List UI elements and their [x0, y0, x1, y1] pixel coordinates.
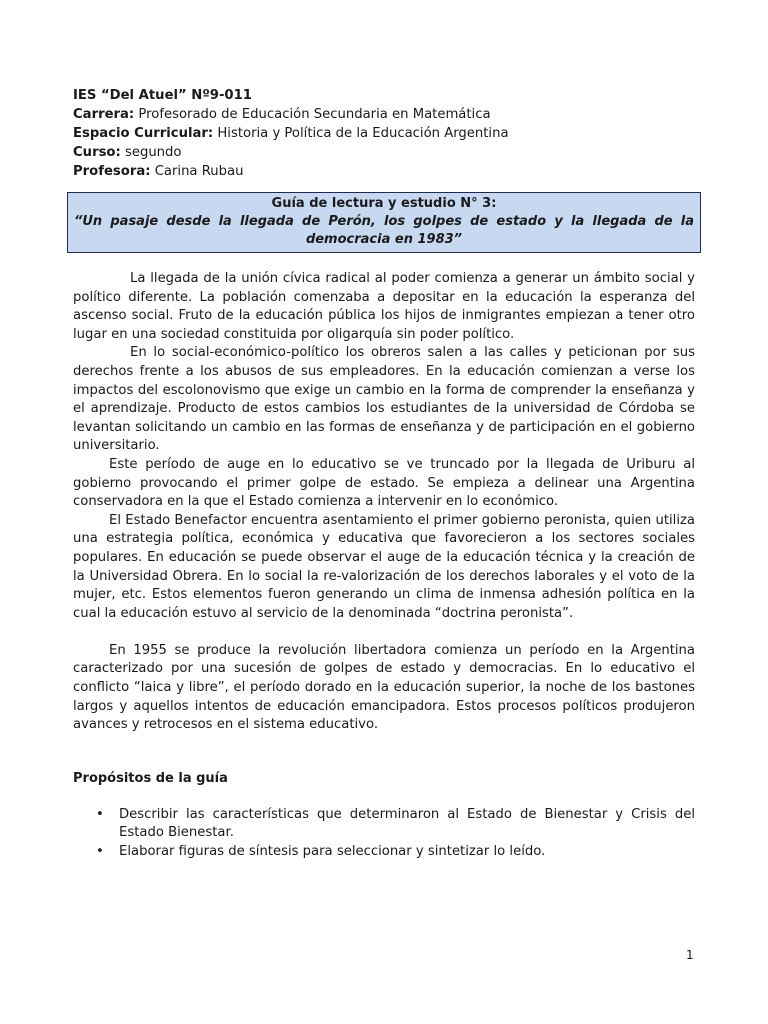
body-text — [73, 270, 695, 735]
purposes-list — [73, 806, 695, 862]
institution-name: IES “Del Atuel” Nº9-011 — [73, 88, 252, 103]
subject-label: Espacio Curricular: — [73, 126, 214, 141]
course-line — [73, 143, 695, 162]
subject-value: Historia y Política de la Educación Argentina — [217, 126, 509, 141]
list-item — [73, 806, 695, 843]
teacher-label: Profesora: — [73, 164, 151, 179]
guide-title-box — [67, 192, 701, 253]
bullet-icon: • — [96, 844, 104, 860]
career-label: Carrera: — [73, 107, 135, 122]
subject-line — [73, 124, 695, 143]
guide-subtitle: “Un pasaje desde la llegada de Perón, los golpes de estado y la llegada de la democracia en 1983” — [74, 214, 694, 247]
bullet-icon: • — [96, 806, 104, 822]
document-header — [73, 86, 695, 181]
purposes-title: Propósitos de la guía — [73, 770, 228, 786]
teacher-value: Carina Rubau — [154, 164, 244, 179]
paragraph: El Estado Benefactor encuentra asentamiento el primer gobierno peronista, quien utiliza una estrategia política, económica y educativa que favorecieron a los sectores sociales populares. En educación se puede observar el auge de la educación técnica y la creación de la Universidad Obrera. En lo social la re-valorización de los derechos laborales y el voto de la mujer, etc. Estos elementos fueron generando un clima de inmensa adhesión política en la cual la educación estuvo al servicio de la denominada “doctrina peronista”. — [73, 512, 695, 621]
document-page — [73, 86, 695, 862]
teacher-line — [73, 162, 695, 181]
list-item-text: Elaborar figuras de síntesis para seleccionar y sintetizar lo leído. — [119, 844, 546, 860]
paragraph: En lo social-económico-político los obreros salen a las calles y peticionan por sus derechos frente a los abusos de sus empleadores. En la educación comienzan a verse los impactos del escolonovismo que exige un cambio en la forma de comprender la enseñanza y el aprendizaje. Producto de estos cambios los estudiantes de la universidad de Córdoba se levantan solicitando un cambio en las formas de enseñanza y de participación en el gobierno universitario. — [73, 345, 695, 454]
paragraph: Este período de auge en lo educativo se ve truncado por la llegada de Uriburu al gobierno provocando el primer golpe de estado. Se empieza a delinear una Argentina conservadora en la que el Estado comienza a intervenir en lo económico. — [73, 456, 695, 510]
list-item-text: Describir las características que determinaron al Estado de Bienestar y Crisis del Estado Bienestar. — [119, 806, 695, 841]
guide-title: Guía de lectura y estudio N° 3: — [271, 196, 497, 211]
career-line — [73, 105, 695, 124]
course-label: Curso: — [73, 145, 121, 160]
list-item — [73, 843, 695, 862]
page-number: 1 — [686, 948, 694, 962]
career-value: Profesorado de Educación Secundaria en Matemática — [138, 107, 491, 122]
paragraph: En 1955 se produce la revolución libertadora comienza un período en la Argentina caracterizado por una sucesión de golpes de estado y democracias. En lo educativo el conflicto “laica y libre”, el período dorado en la educación superior, la noche de los bastones largos y aquellos intentos de educación emancipadora. Estos procesos políticos produjeron avances y retrocesos en el sistema educativo. — [73, 642, 695, 733]
paragraph: La llegada de la unión cívica radical al poder comienza a generar un ámbito social y político diferente. La población comenzaba a depositar en la educación la esperanza del ascenso social. Fruto de la educación pública los hijos de inmigrantes empiezan a tener otro lugar en una sociedad constituida por oligarquía sin poder político. — [73, 271, 695, 342]
course-value: segundo — [124, 145, 182, 160]
